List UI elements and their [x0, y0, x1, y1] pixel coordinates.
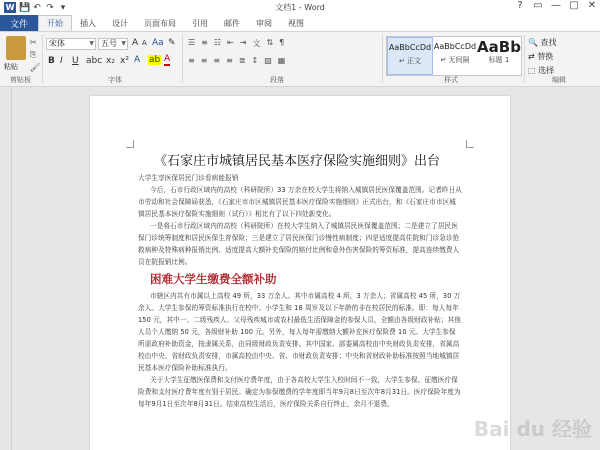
- distributed-icon[interactable]: ≣: [238, 56, 246, 65]
- cut-icon[interactable]: ✂: [30, 38, 37, 47]
- strikethrough-icon[interactable]: abc: [86, 56, 103, 66]
- paragraph-row-top: [188, 38, 284, 49]
- editing-group-label: 编辑: [552, 76, 566, 84]
- minimize-button[interactable]: —: [551, 0, 561, 11]
- clipboard-group-label: 剪贴板: [10, 76, 31, 84]
- font-group-label: 字体: [108, 76, 122, 84]
- group-divider: [524, 35, 525, 83]
- subscript-icon[interactable]: x₂: [106, 56, 115, 66]
- paragraph: 市辖区内共有市属以上高校 49 所，33 万余人。其中市属高校 4 所，3 万余人；省属高校 45 所，30 万余人。大学生参保的筹资标准执行在校中、小学生和 18 周岁及以下年龄的非在校居民的标准。即：每人每年 150 元，其中一、二级残疾人、父母残疾城市或农村最低生活保障金的参保人员，全额由各级财政补贴；其他人员个人缴纳 50 元，各级财补助 100 元。另外，每人每年需缴纳大额补充医疗保险费 10 元。大学生参保所需政府补助资金，按隶属关系，由同级财政负责安排。其中国家、部委属高校由中央财政负责安排，省属高校由中央、省财政负责安排，市属高校由中央、省、市财政负责安排；中央和省财政补助标准按照当地城镇居民基本医疗保险补助标准执行。: [138, 292, 461, 372]
- section-heading: 困难大学生缴费全额补助: [150, 272, 277, 286]
- tab-view[interactable]: 视图: [288, 18, 304, 28]
- sort-icon[interactable]: ⇅: [266, 38, 274, 47]
- bold-button[interactable]: B: [48, 56, 55, 66]
- group-divider: [42, 35, 43, 83]
- style-name: 标题 1: [488, 56, 510, 64]
- line-spacing-icon[interactable]: ↕: [251, 56, 259, 65]
- justify-icon[interactable]: ≡: [226, 56, 233, 65]
- help-button[interactable]: ?: [517, 0, 523, 11]
- find-button[interactable]: [528, 36, 557, 50]
- vertical-ruler: [0, 88, 12, 450]
- redo-icon[interactable]: ↷: [46, 2, 54, 13]
- align-left-icon[interactable]: ≡: [188, 56, 195, 65]
- show-marks-icon[interactable]: ¶: [279, 38, 285, 47]
- format-painter-icon[interactable]: 🖌: [30, 63, 41, 72]
- style-preview: AaBb: [477, 38, 521, 56]
- watermark: Bai du 经验: [473, 417, 592, 441]
- font-name-select[interactable]: [46, 38, 96, 50]
- tab-insert[interactable]: 插入: [80, 18, 96, 28]
- bullets-icon[interactable]: ☰: [188, 38, 196, 47]
- font-name-value: 宋体: [49, 39, 65, 48]
- paragraph: 大学生享医保居民门诊看病能报销: [138, 174, 239, 182]
- grow-font-button[interactable]: A: [132, 38, 139, 48]
- group-divider: [182, 35, 183, 83]
- ribbon-tabs: [0, 15, 600, 31]
- style-name: ↵ 正文: [398, 57, 422, 65]
- tab-design[interactable]: 设计: [112, 18, 128, 28]
- paste-button-label[interactable]: 粘贴: [4, 63, 18, 71]
- editing-group: [528, 36, 557, 78]
- paragraph-row-bottom: [188, 56, 285, 65]
- replace-label: 替换: [537, 52, 554, 61]
- increase-indent-icon[interactable]: ⇥: [239, 38, 247, 47]
- change-case-icon[interactable]: Aa: [152, 38, 164, 48]
- paragraph: 关于大学生征缴医保费和支付医疗费年度，由于各高校大学生入校时间不一致，大学生参保、征缴医疗保险费和支付医疗费年度有别于居民。确定为参保缴费的学年度即当年9月8日至次年8月31日。医疗保险年度为每年9月1日至次年8月31日。结束高校生活后，医疗保险关系自行终止，余月不退费。: [138, 376, 461, 408]
- select-icon: ⬚: [528, 66, 536, 75]
- style-no-spacing[interactable]: [433, 37, 477, 75]
- title-bar: [0, 0, 600, 15]
- replace-button[interactable]: [528, 50, 557, 64]
- styles-gallery: [386, 36, 522, 76]
- clear-format-icon[interactable]: ✎: [168, 38, 176, 48]
- document-area[interactable]: [0, 88, 600, 450]
- shrink-font-button[interactable]: A: [142, 39, 147, 47]
- window-controls: [514, 0, 598, 11]
- style-preview: AaBbCcDd: [388, 43, 432, 52]
- styles-group-label: 样式: [444, 76, 458, 84]
- find-label: 查找: [540, 38, 557, 47]
- chevron-down-icon: ▼: [89, 40, 94, 47]
- maximize-button[interactable]: □: [569, 0, 579, 11]
- shading-icon[interactable]: ▨: [264, 56, 272, 65]
- ribbon-display-button[interactable]: ▭: [533, 0, 543, 11]
- style-name: ↵ 无间隔: [440, 56, 470, 64]
- borders-icon[interactable]: ▦: [277, 56, 286, 65]
- search-icon: 🔍: [528, 38, 538, 47]
- paste-icon[interactable]: [6, 36, 26, 60]
- font-size-value: 五号: [101, 39, 117, 48]
- close-button[interactable]: ✕: [587, 0, 597, 11]
- align-right-icon[interactable]: ≡: [213, 56, 221, 65]
- paragraph: 一是将石市行政区域内的高校（科研院所）在校大学生纳入了城镇居民医保覆盖范围；二是建立了居民医保门诊统筹制度和居民医保生育保险；三是建立了居民医保门诊慢性病制度；四是适度提高住院和门诊急诊抢救病种及特殊病种报销比例、适度提高大额补充保险的赔付比例和意外伤害保险的筹资标准，提高连续缴费人员在院报销比例。: [138, 222, 460, 266]
- decrease-indent-icon[interactable]: ⇤: [227, 38, 234, 47]
- chevron-down-icon: ▼: [121, 40, 126, 47]
- font-size-select[interactable]: [98, 38, 128, 50]
- document-content[interactable]: [138, 150, 462, 410]
- save-icon[interactable]: 💾: [19, 2, 31, 13]
- superscript-icon[interactable]: x²: [120, 56, 129, 66]
- replace-icon: ⇄: [528, 52, 535, 61]
- text-effects-icon[interactable]: A: [134, 55, 141, 65]
- word-logo-icon: W: [5, 3, 15, 12]
- crop-mark: [466, 140, 474, 148]
- align-center-icon[interactable]: ≡: [200, 56, 208, 65]
- undo-icon[interactable]: ↶: [33, 2, 41, 13]
- crop-mark: [126, 140, 134, 148]
- paragraph-group-label: 段落: [270, 76, 284, 84]
- style-normal[interactable]: [387, 37, 433, 75]
- style-heading-1[interactable]: [477, 37, 521, 75]
- style-preview: AaBbCcDd: [433, 42, 477, 51]
- multilevel-list-icon[interactable]: ☷: [213, 38, 222, 47]
- document-page[interactable]: [90, 96, 510, 450]
- clipboard-tools: [30, 38, 40, 72]
- italic-button[interactable]: I: [60, 56, 63, 66]
- tab-references[interactable]: 引用: [192, 18, 208, 28]
- chinese-layout-icon[interactable]: 文: [252, 39, 261, 48]
- highlight-icon[interactable]: ab: [149, 55, 161, 65]
- font-color-icon[interactable]: A: [164, 54, 171, 64]
- tab-mailings[interactable]: 邮件: [224, 18, 240, 28]
- document-title: 《石家庄市城镇居民基本医疗保险实施细则》出台: [154, 154, 441, 169]
- customize-qat-icon[interactable]: ▾: [60, 2, 66, 13]
- copy-icon[interactable]: ⎘: [30, 50, 37, 59]
- underline-button[interactable]: U: [72, 56, 79, 66]
- paragraph: 今后，石市行政区域内的高校（科研院所）33 万余在校大学生将纳入城镇居民医保覆盖范围。记者昨日从市劳动和社会保障局获悉，《石家庄市市区城镇居民基本医疗保险实施细则》正式出台，和《石家庄市市区城镇居民基本医疗保险实施细则（试行）》相比有了以下四处新变化。: [138, 186, 463, 218]
- ribbon-home: [0, 31, 600, 87]
- tab-review[interactable]: 审阅: [256, 18, 272, 28]
- quick-access-toolbar: [0, 2, 68, 13]
- tab-page-layout[interactable]: 页面布局: [144, 18, 176, 28]
- select-label: 选择: [538, 66, 555, 75]
- tab-home[interactable]: 开始: [38, 15, 72, 31]
- group-divider: [382, 35, 383, 83]
- numbering-icon[interactable]: ≡: [201, 38, 208, 47]
- window-title: 文档1 - Word: [275, 3, 325, 12]
- tab-file[interactable]: 文件: [0, 15, 38, 31]
